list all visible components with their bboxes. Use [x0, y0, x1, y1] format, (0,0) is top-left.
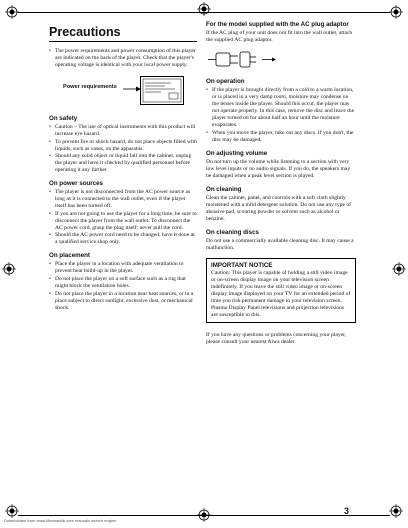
registration-mark-middle-left-icon [2, 262, 16, 276]
download-footer: Downloaded from www.Manualslib.com manuals search engine [4, 518, 117, 523]
list-item: • To prevent fire or shock hazard, do not place objects filled with liquids, such as vases, on the apparatus. [49, 139, 197, 153]
ac-plug-adaptor-figure [206, 47, 356, 72]
power-sources-list [49, 189, 197, 246]
section-heading-on-adjusting-volume: On adjusting volume [206, 149, 268, 157]
important-notice-title: IMPORTANT NOTICE [211, 261, 273, 269]
list-item: • Do not place the player in a location near heat sources, or in a place subject to direct sunlight, excessive dust, or mechanical shock. [49, 291, 197, 312]
left-column [49, 14, 197, 312]
section-heading-on-placement: On placement [49, 252, 90, 260]
safety-list [49, 124, 197, 174]
list-item: • Do not place the player on a soft surface such as a rug that might block the ventilation holes. [49, 276, 197, 290]
list-item: • Should any solid object or liquid fall into the cabinet, unplug the player and have it checked by qualified personnel before operating it any further. [49, 153, 197, 174]
arrow-right-icon [123, 86, 141, 92]
rating-plate-icon [140, 76, 184, 105]
page-number: 3 [344, 506, 350, 516]
registration-mark-top-left-icon [5, 5, 19, 19]
volume-text: Do not turn up the volume while listening to a section with very low level inputs or no audio signals. If you do, the speakers may be damaged when a peak level section is played. [206, 158, 351, 179]
list-item: • Should the AC power cord need to be changed, have it done at a qualified service shop only. [49, 232, 197, 246]
list-item: • Caution – The use of optical instruments with this product will increase eye hazard. [49, 124, 197, 138]
power-requirements-label: Power requirements [63, 84, 117, 90]
operation-list [206, 87, 356, 144]
crop-line-top [18, 12, 390, 13]
section-heading-on-power-sources: On power sources [49, 180, 103, 188]
list-item: • The player is not disconnected from the AC power source as long as it is connected to the wall outlet, even if the player itself has been turned off. [49, 189, 197, 210]
important-notice-text: Caution: This player is capable of holding a still video image or on-screen display image on your television screen indefinitely. If you leave the still video image or on-screen display image displayed on your TV for an extended period of time you risk permanent damage to your television screen. Plasma Display Panel televisions and projection televisions are susceptible to this. [211, 270, 351, 319]
important-notice-box [206, 258, 356, 324]
closing-text: If you have any questions or problems concerning your player, please consult your nearest Aiwa dealer. [206, 332, 347, 346]
list-item: • When you move the player, take out any discs. If you don't, the disc may be damaged. [206, 130, 356, 144]
registration-mark-top-right-icon [389, 5, 403, 19]
cleaning-discs-text: Do not use a commercially available cleaning disc. It may cause a malfunction. [206, 237, 354, 251]
section-heading-on-operation: On operation [206, 78, 245, 85]
list-item: • If the player is brought directly from a cold to a warm location, or is placed in a very damp room, moisture may condense on the lenses inside the player. Should this occur, the player may not operate properly. In this case, remove the disc and leave the player turned on for about half an hour until the moisture evaporates. [206, 87, 356, 129]
ac-plug-text: If the AC plug of your unit does not fit into the wall outlet, attach the supplied AC plug adaptor. [206, 30, 353, 43]
section-heading-on-cleaning-discs: On cleaning discs [206, 228, 259, 236]
placement-list [49, 261, 197, 311]
list-item: • If you are not going to use the player for a long time, be sure to disconnect the player from the wall outlet. To disconnect the AC power cord, grasp the plug itself; never pull the cord. [49, 211, 197, 232]
intro-list [49, 48, 197, 69]
section-heading-on-cleaning: On cleaning [206, 185, 242, 193]
page-title: Precautions [49, 25, 197, 42]
intro-bullet: • The power requirements and power consumption of this player are indicated on the back of the player. Check that the player's operating voltage is identical with your local power supply. [49, 48, 197, 69]
list-item: • Place the player in a location with adequate ventilation to prevent heat build-up in the player. [49, 261, 197, 275]
power-requirements-figure [49, 75, 197, 109]
plug-adaptor-icon [206, 47, 356, 72]
registration-mark-bottom-left-icon [5, 504, 19, 518]
cleaning-text: Clean the cabinet, panel, and controls with a soft cloth slightly moistened with a mild detergent solution. Do not use any type of abrasive pad, scouring powder or solvent such as alcohol or benzine. [206, 194, 352, 222]
registration-mark-middle-right-icon [392, 262, 406, 276]
registration-mark-bottom-right-icon [389, 504, 403, 518]
section-heading-ac-plug-adaptor: For the model supplied with the AC plug adaptor [206, 21, 349, 28]
section-heading-on-safety: On safety [49, 115, 78, 122]
crop-line-bottom [18, 515, 390, 516]
right-column [206, 14, 356, 346]
